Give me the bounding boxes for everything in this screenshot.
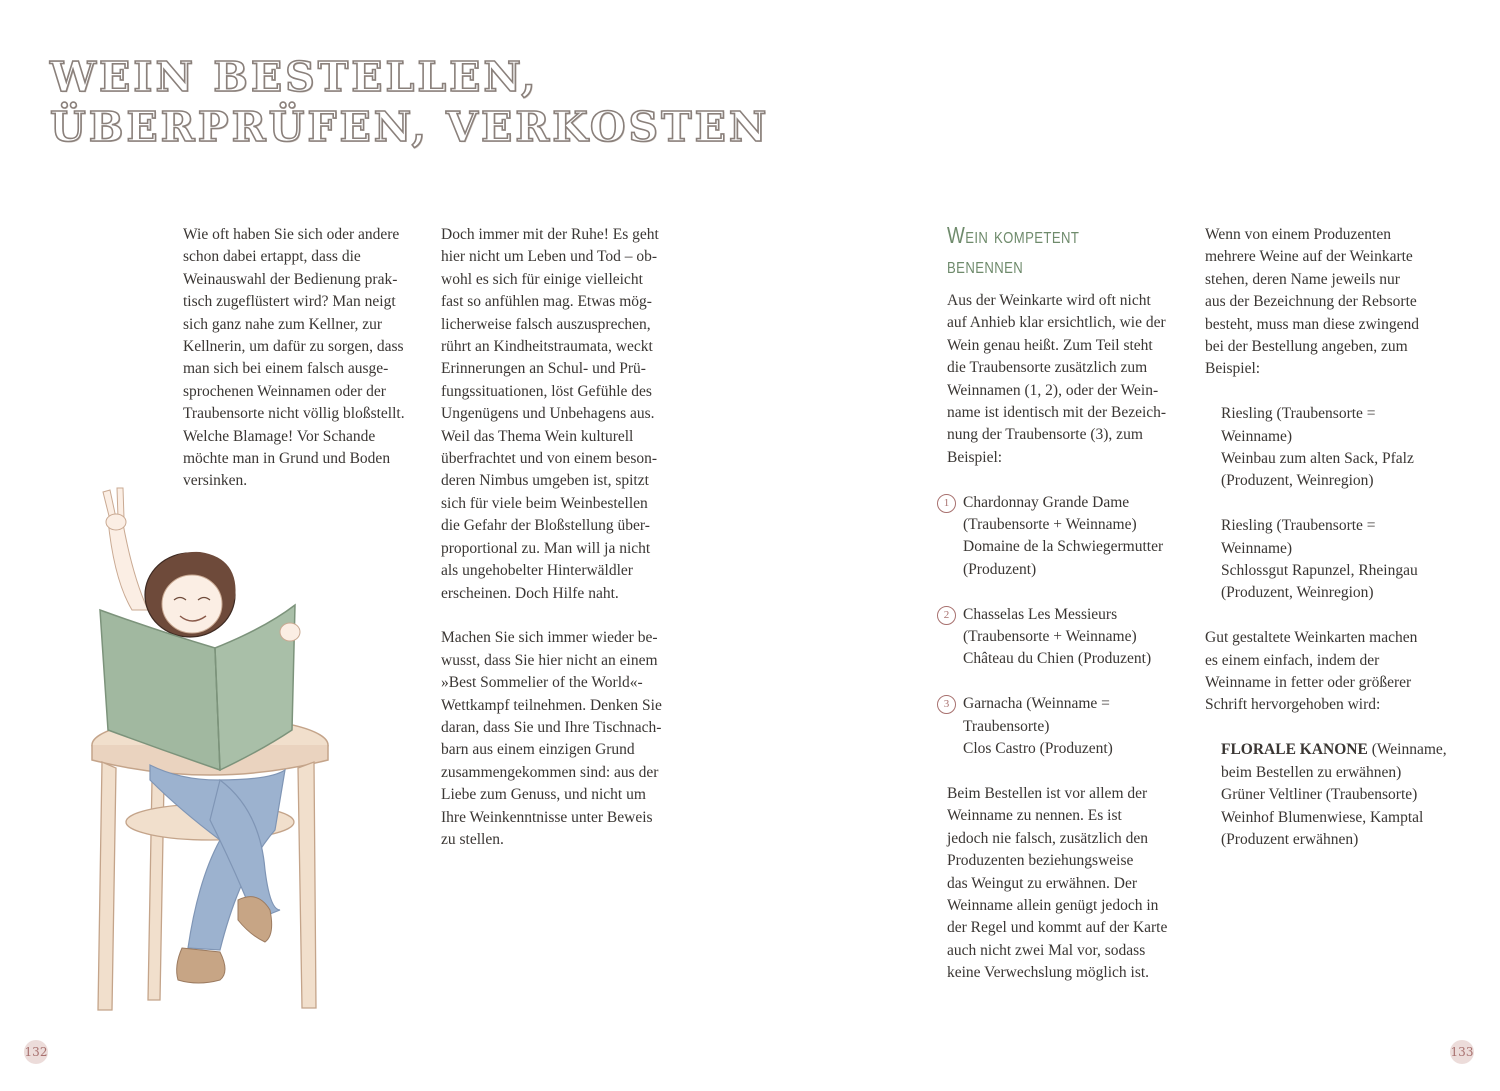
text-line: Produzenten beziehungsweise <box>947 852 1134 870</box>
text-line: Welche Blamage! Vor Schande <box>183 427 376 445</box>
text-column-3 <box>943 220 1192 985</box>
example-block-1 <box>1205 403 1455 493</box>
page-number-right: 133 <box>1450 1040 1474 1064</box>
legs <box>150 765 285 983</box>
text-line: proportional zu. Man will ja nicht <box>441 539 651 557</box>
text-line: Schlossgut Rapunzel, Rheingau <box>1221 562 1418 580</box>
page-number-left: 132 <box>24 1040 48 1064</box>
text-line: licherweise falsch auszusprechen, <box>441 315 651 333</box>
text-line: fungssituationen, löst Gefühle des <box>441 382 652 400</box>
text-line: Traubensorte nicht völlig bloßstellt. <box>183 405 405 423</box>
text-line: Beim Bestellen ist vor allem der <box>947 784 1148 802</box>
text-line: Weinname) <box>1221 539 1293 557</box>
paragraph <box>441 627 686 851</box>
text-line: deren Nimbus umgeben ist, spitzt <box>441 472 649 490</box>
text-line: aus der Bezeichnung der Rebsorte <box>1205 293 1417 311</box>
paragraph <box>947 783 1192 985</box>
text-line: mehrere Weine auf der Weinkarte <box>1205 248 1413 266</box>
text-line: Wie oft haben Sie sich oder andere <box>183 226 400 243</box>
text-line: (Produzent, Weinregion) <box>1221 472 1374 490</box>
text-column-4 <box>1205 224 1455 851</box>
text-line: Beispiel: <box>1205 360 1261 378</box>
text-line: Weinnamen (1, 2), oder der Wein- <box>947 381 1159 399</box>
text-line: Grüner Veltliner (Traubensorte) <box>1221 786 1418 804</box>
text-line: jedoch nie falsch, zusätzlich den <box>947 829 1148 847</box>
text-line: Gut gestaltete Weinkarten machen <box>1205 629 1418 647</box>
paragraph <box>183 224 428 493</box>
woman-reading-illustration <box>70 480 370 1025</box>
example-block-3 <box>1205 739 1455 851</box>
text-line: barn aus einem einzigen Grund <box>441 741 635 759</box>
text-line: sich ganz nahe zum Kellner, zur <box>183 315 383 333</box>
text-line: »Best Sommelier of the World«- <box>441 674 643 692</box>
text-line: Traubensorte) <box>963 717 1050 735</box>
text-line: Weinhof Blumenwiese, Kamptal <box>1221 808 1424 826</box>
text-line: das Weingut zu erwähnen. Der <box>947 874 1137 892</box>
text-line: zu stellen. <box>441 830 504 848</box>
text-column-1 <box>183 224 428 493</box>
text-line: Château du Chien (Produzent) <box>963 650 1152 668</box>
text-line: erscheinen. Doch Hilfe naht. <box>441 584 619 602</box>
text-line: die Gefahr der Bloßstellung über- <box>441 517 650 535</box>
head <box>145 552 236 637</box>
paragraph <box>1205 224 1455 381</box>
text-line: Garnacha (Weinname = <box>963 695 1110 713</box>
text-line: Domaine de la Schwiegermutter <box>963 538 1164 556</box>
text-line: (Traubensorte + Weinname) <box>963 628 1137 646</box>
text-line: sprochenen Weinnamen oder der <box>183 382 386 400</box>
raised-arm <box>103 488 148 610</box>
text-line: Liebe zum Genuss, und nicht um <box>441 786 646 804</box>
example-block-2 <box>1205 515 1455 605</box>
text-line: Riesling (Traubensorte = <box>1221 517 1376 535</box>
text-line: Wenn von einem Produzenten <box>1205 226 1391 243</box>
text-line: auf Anhieb klar ersichtlich, wie der <box>947 314 1166 332</box>
text-line: Wein genau heißt. Zum Teil steht <box>947 336 1153 354</box>
text-line: beim Bestellen zu erwähnen) <box>1221 763 1402 781</box>
text-line: die Traubensorte zusätzlich zum <box>947 359 1148 377</box>
example-item-1 <box>943 492 1192 582</box>
title-line-2: ÜBERPRÜFEN, VERKOSTEN <box>50 103 770 151</box>
text-line: Erinnerungen an Schul- und Prü- <box>441 360 646 378</box>
text-line: Ihre Weinkenntnisse unter Beweis <box>441 808 653 826</box>
text-line: Weinname allein genügt jedoch in <box>947 896 1159 914</box>
text-line: (Traubensorte + Weinname) <box>963 516 1137 534</box>
text-line: (Produzent erwähnen) <box>1221 830 1359 848</box>
text-line: Chasselas Les Messieurs <box>963 605 1118 623</box>
text-line: Kellnerin, um dafür zu sorgen, dass <box>183 338 404 356</box>
text-line: wusst, dass Sie hier nicht an einem <box>441 651 658 669</box>
text-line: Beispiel: <box>947 448 1003 466</box>
wine-name-bold: FLORALE KANONE <box>1221 741 1368 759</box>
text-line: Weinname zu nennen. Es ist <box>947 807 1122 825</box>
text-line: als ungehobelter Hinterwäldler <box>441 562 633 580</box>
text-line: möchte man in Grund und Boden <box>183 450 391 468</box>
example-number-badge: 3 <box>937 695 956 714</box>
text-line: zusammengekommen sind: aus der <box>441 763 659 781</box>
text-line: Clos Castro (Produzent) <box>963 740 1113 758</box>
text-line: Aus der Weinkarte wird oft nicht <box>947 292 1151 309</box>
text-line: es einem einfach, indem der <box>1205 651 1380 669</box>
text-line: name ist identisch mit der Bezeich- <box>947 404 1167 422</box>
text-line: überfrachtet und von einem beson- <box>441 450 658 468</box>
text-column-2 <box>441 224 686 851</box>
text-line: Weinname in fetter oder größerer <box>1205 674 1412 692</box>
text-line: sich für viele beim Weinbestellen <box>441 494 648 512</box>
text-line: stehen, deren Name jeweils nur <box>1205 270 1400 288</box>
text-line: Schrift hervorgehoben wird: <box>1205 696 1381 714</box>
text-line: keine Verwechslung möglich ist. <box>947 964 1150 982</box>
text-line: (Produzent) <box>963 560 1037 578</box>
text-line: rührt an Kindheitstraumata, weckt <box>441 338 653 356</box>
text-line: wohl es sich für einige vielleicht <box>441 270 643 288</box>
example-number-badge: 1 <box>937 494 956 513</box>
text-line: Wettkampf teilnehmen. Denken Sie <box>441 696 662 714</box>
text-line: der Regel und kommt auf der Karte <box>947 919 1168 937</box>
text-line <box>1221 739 1455 761</box>
text-line: nung der Traubensorte (3), zum <box>947 426 1143 444</box>
text-line: bei der Bestellung angeben, zum <box>1205 338 1408 356</box>
text-line: daran, dass Sie und Ihre Tischnach- <box>441 718 662 736</box>
example-item-2 <box>943 604 1192 671</box>
text-line: Weinbau zum alten Sack, Pfalz <box>1221 450 1414 468</box>
text-line: Riesling (Traubensorte = <box>1221 405 1376 423</box>
text-line: Weil das Thema Wein kulturell <box>441 427 634 445</box>
paragraph <box>947 290 1192 469</box>
text-line: versinken. <box>183 472 248 490</box>
text-line: Doch immer mit der Ruhe! Es geht <box>441 226 659 243</box>
paragraph <box>441 224 686 605</box>
text-line: man sich bei einem falsch ausge- <box>183 360 389 378</box>
text-line: tisch zugeflüstert wird? Man neigt <box>183 293 396 311</box>
text-line: Ungenügens und Unbehagens aus. <box>441 405 655 423</box>
section-subheading: Wein kompetent benennen <box>947 222 1080 278</box>
example-item-3 <box>943 693 1192 760</box>
text-line: (Produzent, Weinregion) <box>1221 584 1374 602</box>
text-line: Chardonnay Grande Dame <box>963 493 1130 511</box>
text-line: schon dabei ertappt, dass die <box>183 248 361 266</box>
text-line: Weinauswahl der Bedienung prak- <box>183 270 398 288</box>
text-line: hier nicht um Leben und Tod – ob- <box>441 248 658 266</box>
paragraph <box>1205 627 1455 717</box>
text-fragment: (Weinname, <box>1367 741 1447 759</box>
page-title <box>50 52 769 152</box>
text-line: besteht, muss man diese zwingend <box>1205 315 1419 333</box>
text-line: Machen Sie sich immer wieder be- <box>441 629 658 647</box>
text-line: auch nicht zwei Mal vor, sodass <box>947 941 1146 959</box>
example-number-badge: 2 <box>937 606 956 625</box>
title-line-1: WEIN BESTELLEN, <box>50 53 539 101</box>
text-line: Weinname) <box>1221 427 1293 445</box>
text-line: fast so anfühlen mag. Etwas mög- <box>441 293 652 311</box>
